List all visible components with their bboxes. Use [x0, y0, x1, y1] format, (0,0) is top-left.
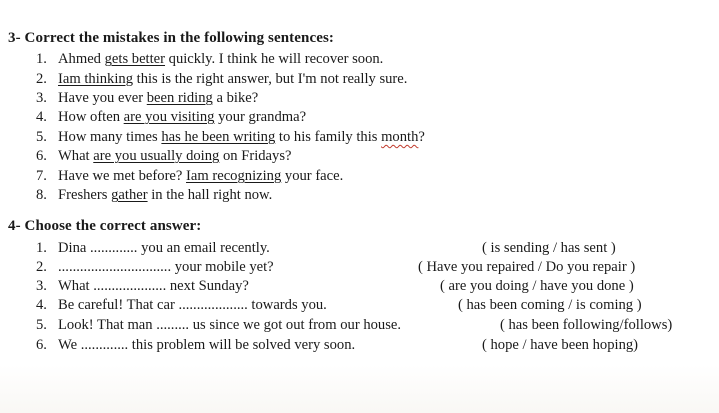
underlined-phrase: Iam recognizing — [186, 168, 282, 184]
item-number: 2. — [36, 71, 47, 87]
item-number: 2. — [36, 259, 47, 275]
section-4-heading: 4- Choose the correct answer: — [8, 218, 202, 234]
s3-item-2 — [36, 70, 407, 88]
s4-item-3 — [36, 277, 249, 295]
item-number: 5. — [36, 129, 47, 145]
item-text-post: on Fridays? — [219, 148, 292, 164]
s4-item-2 — [36, 258, 274, 276]
item-text-pre: Have you ever — [58, 90, 147, 106]
item-number: 4. — [36, 297, 47, 313]
item-text-pre: How often — [58, 109, 124, 125]
underlined-phrase: are you visiting — [123, 109, 215, 125]
s3-item-4 — [36, 108, 306, 126]
item-text-post: your face. — [281, 168, 344, 184]
item-number: 8. — [36, 187, 47, 203]
s3-item-6 — [36, 147, 291, 165]
s4-item-6 — [36, 336, 355, 354]
s4-item-2-choices: ( Have you repaired / Do you repair ) — [418, 259, 636, 275]
item-sentence: Dina ............. you an email recently. — [58, 240, 270, 256]
item-number: 4. — [36, 109, 47, 125]
item-text-post: to his family this — [275, 129, 382, 145]
s4-item-4 — [36, 296, 327, 314]
paper-shadow — [0, 365, 719, 413]
item-number: 3. — [36, 278, 47, 294]
item-sentence: Be careful! That car ................... towards you. — [58, 297, 327, 313]
item-sentence: ............................... your mobile yet? — [58, 259, 274, 275]
underlined-phrase: are you usually doing — [93, 148, 220, 164]
item-sentence: We ............. this problem will be solved very soon. — [58, 337, 356, 353]
s4-item-5-choices: ( has been following/follows) — [500, 317, 673, 333]
item-number: 6. — [36, 148, 47, 164]
s4-item-3-choices: ( are you doing / have you done ) — [440, 278, 634, 294]
item-number: 5. — [36, 317, 47, 333]
s3-item-8 — [36, 186, 272, 204]
item-text-post: this is the right answer, but I'm not really sure. — [133, 71, 408, 87]
s3-item-7 — [36, 167, 343, 185]
underlined-phrase: gather — [111, 187, 148, 203]
s3-item-1 — [36, 50, 383, 68]
item-text-pre: How many times — [58, 129, 162, 145]
underlined-phrase: Iam thinking — [58, 71, 133, 87]
item-text-post: in the hall right now. — [147, 187, 273, 203]
item-text-post: your grandma? — [214, 109, 307, 125]
s3-item-3 — [36, 89, 258, 107]
item-text-post: quickly. I think he will recover soon. — [165, 51, 384, 67]
s4-item-5 — [36, 316, 401, 334]
underlined-phrase: been riding — [146, 90, 213, 106]
item-sentence: Look! That man ......... us since we got out from our house. — [58, 317, 402, 333]
s4-item-4-choices: ( has been coming / is coming ) — [458, 297, 642, 313]
section-3-heading: 3- Correct the mistakes in the following sentences: — [8, 30, 335, 46]
item-number: 1. — [36, 240, 47, 256]
item-number: 7. — [36, 168, 47, 184]
item-text-pre: Freshers — [58, 187, 112, 203]
item-number: 3. — [36, 90, 47, 106]
item-text-pre: Have we met before? — [58, 168, 187, 184]
s4-item-1-choices: ( is sending / has sent ) — [482, 240, 616, 256]
s4-item-6-choices: ( hope / have been hoping) — [482, 337, 639, 353]
item-text-post: a bike? — [212, 90, 259, 106]
item-text-tail: ? — [418, 129, 425, 145]
s4-item-1 — [36, 239, 270, 257]
s3-item-5 — [36, 128, 425, 146]
underlined-phrase: gets better — [104, 51, 166, 67]
underlined-phrase: has he been writing — [161, 129, 276, 145]
item-number: 6. — [36, 337, 47, 353]
item-sentence: What .................... next Sunday? — [58, 278, 249, 294]
spellcheck-word: month — [381, 129, 419, 145]
item-number: 1. — [36, 51, 47, 67]
item-text-pre: What — [58, 148, 94, 164]
item-text-pre: Ahmed — [58, 51, 105, 67]
